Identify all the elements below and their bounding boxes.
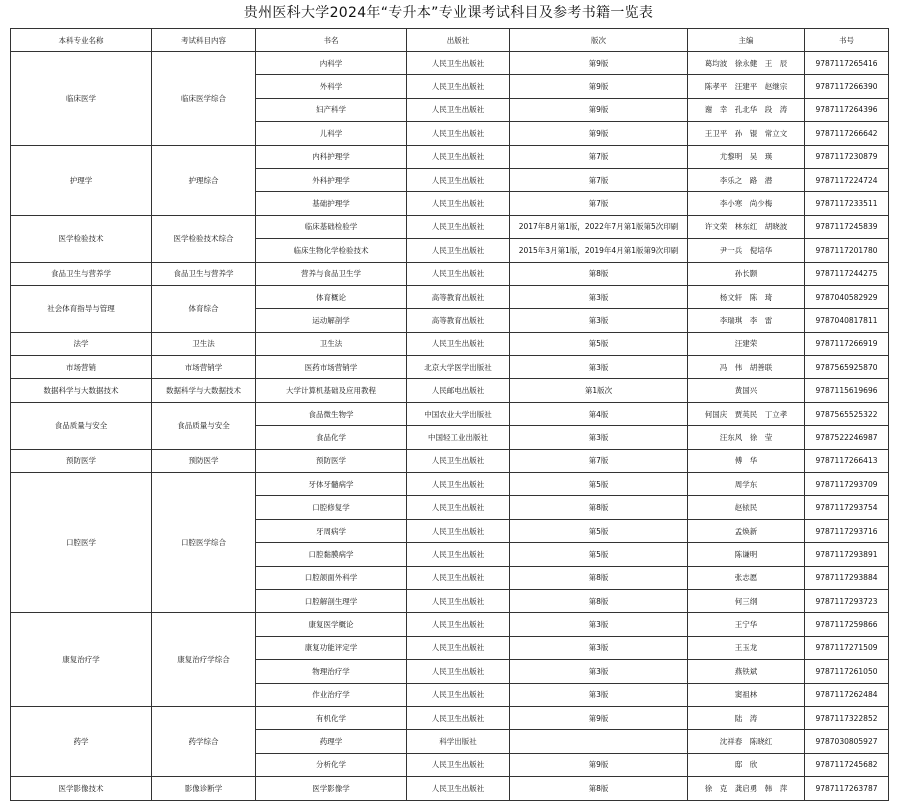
editor-cell: 王玉龙 xyxy=(688,636,805,659)
isbn-cell: 9787117201780 xyxy=(805,239,889,262)
book-name-cell: 药理学 xyxy=(256,730,407,753)
editor-cell: 杨文轩 陈 琦 xyxy=(688,285,805,308)
major-cell: 数据科学与大数据技术 xyxy=(11,379,152,402)
edition-cell: 第3版 xyxy=(510,285,688,308)
publisher-cell: 人民卫生出版社 xyxy=(407,75,510,98)
header-subject: 考试科目内容 xyxy=(152,29,256,52)
editor-cell: 燕铁斌 xyxy=(688,660,805,683)
publisher-cell: 人民卫生出版社 xyxy=(407,449,510,472)
edition-cell: 第3版 xyxy=(510,683,688,706)
isbn-cell: 9787117264396 xyxy=(805,98,889,121)
edition-cell: 第3版 xyxy=(510,426,688,449)
isbn-cell: 9787522246987 xyxy=(805,426,889,449)
book-name-cell: 牙周病学 xyxy=(256,519,407,542)
edition-cell: 第3版 xyxy=(510,309,688,332)
editor-cell: 汪东风 徐 莹 xyxy=(688,426,805,449)
publisher-cell: 人民卫生出版社 xyxy=(407,168,510,191)
editor-cell: 张志愿 xyxy=(688,566,805,589)
major-cell: 临床医学 xyxy=(11,52,152,146)
isbn-cell: 9787117245682 xyxy=(805,753,889,776)
book-name-cell: 牙体牙髓病学 xyxy=(256,473,407,496)
table-row xyxy=(11,215,889,238)
publisher-cell: 人民卫生出版社 xyxy=(407,519,510,542)
book-name-cell: 食品化学 xyxy=(256,426,407,449)
editor-cell: 王宁华 xyxy=(688,613,805,636)
publisher-cell: 人民卫生出版社 xyxy=(407,589,510,612)
subject-cell: 临床医学综合 xyxy=(152,52,256,146)
book-name-cell: 卫生法 xyxy=(256,332,407,355)
book-name-cell: 儿科学 xyxy=(256,122,407,145)
isbn-cell: 9787117293884 xyxy=(805,566,889,589)
edition-cell: 第7版 xyxy=(510,449,688,472)
major-cell: 食品卫生与营养学 xyxy=(11,262,152,285)
edition-cell: 第7版 xyxy=(510,145,688,168)
isbn-cell: 9787117233511 xyxy=(805,192,889,215)
subject-cell: 食品卫生与营养学 xyxy=(152,262,256,285)
publisher-cell: 人民卫生出版社 xyxy=(407,98,510,121)
subject-cell: 药学综合 xyxy=(152,706,256,776)
editor-cell: 谢 幸 孔北华 段 涛 xyxy=(688,98,805,121)
editor-cell: 窦祖林 xyxy=(688,683,805,706)
publisher-cell: 人民卫生出版社 xyxy=(407,239,510,262)
edition-cell: 第7版 xyxy=(510,192,688,215)
subject-cell: 数据科学与大数据技术 xyxy=(152,379,256,402)
book-name-cell: 基础护理学 xyxy=(256,192,407,215)
header-editor: 主编 xyxy=(688,29,805,52)
edition-cell: 第9版 xyxy=(510,706,688,729)
isbn-cell: 9787117244275 xyxy=(805,262,889,285)
isbn-cell: 9787117293754 xyxy=(805,496,889,519)
isbn-cell: 9787030805927 xyxy=(805,730,889,753)
table-row xyxy=(11,449,889,472)
subject-cell: 市场营销学 xyxy=(152,356,256,379)
book-name-cell: 口腔修复学 xyxy=(256,496,407,519)
edition-cell: 第5版 xyxy=(510,332,688,355)
isbn-cell: 9787117266642 xyxy=(805,122,889,145)
table-row xyxy=(11,332,889,355)
reference-books-table xyxy=(10,28,889,801)
subject-cell: 口腔医学综合 xyxy=(152,473,256,613)
edition-cell: 第9版 xyxy=(510,122,688,145)
publisher-cell: 人民卫生出版社 xyxy=(407,473,510,496)
book-name-cell: 内科学 xyxy=(256,52,407,75)
edition-cell: 2017年8月第1版，2022年7月第1版第5次印刷 xyxy=(510,215,688,238)
editor-cell: 冯 伟 胡善联 xyxy=(688,356,805,379)
table-row xyxy=(11,402,889,425)
book-name-cell: 预防医学 xyxy=(256,449,407,472)
editor-cell: 尹一兵 倪培华 xyxy=(688,239,805,262)
editor-cell: 傅 华 xyxy=(688,449,805,472)
isbn-cell: 9787117293709 xyxy=(805,473,889,496)
book-name-cell: 康复医学概论 xyxy=(256,613,407,636)
edition-cell xyxy=(510,730,688,753)
header-edition: 版次 xyxy=(510,29,688,52)
edition-cell: 2015年3月第1版，2019年4月第1版第9次印刷 xyxy=(510,239,688,262)
edition-cell: 第9版 xyxy=(510,753,688,776)
book-name-cell: 外科学 xyxy=(256,75,407,98)
subject-cell: 医学检验技术综合 xyxy=(152,215,256,262)
major-cell: 医学影像技术 xyxy=(11,777,152,800)
subject-cell: 体育综合 xyxy=(152,285,256,332)
isbn-cell: 9787117293723 xyxy=(805,589,889,612)
book-name-cell: 外科护理学 xyxy=(256,168,407,191)
publisher-cell: 高等教育出版社 xyxy=(407,285,510,308)
major-cell: 护理学 xyxy=(11,145,152,215)
major-cell: 社会体育指导与管理 xyxy=(11,285,152,332)
isbn-cell: 9787117262484 xyxy=(805,683,889,706)
isbn-cell: 9787565925870 xyxy=(805,356,889,379)
subject-cell: 食品质量与安全 xyxy=(152,402,256,449)
editor-cell: 沈祥春 陈晓红 xyxy=(688,730,805,753)
table-row xyxy=(11,379,889,402)
edition-cell: 第3版 xyxy=(510,636,688,659)
book-name-cell: 运动解剖学 xyxy=(256,309,407,332)
major-cell: 食品质量与安全 xyxy=(11,402,152,449)
publisher-cell: 人民卫生出版社 xyxy=(407,192,510,215)
isbn-cell: 9787117322852 xyxy=(805,706,889,729)
book-name-cell: 口腔黏膜病学 xyxy=(256,543,407,566)
isbn-cell: 9787117266413 xyxy=(805,449,889,472)
publisher-cell: 人民卫生出版社 xyxy=(407,566,510,589)
isbn-cell: 9787117224724 xyxy=(805,168,889,191)
major-cell: 预防医学 xyxy=(11,449,152,472)
table-row xyxy=(11,777,889,800)
book-name-cell: 有机化学 xyxy=(256,706,407,729)
publisher-cell: 人民卫生出版社 xyxy=(407,496,510,519)
edition-cell: 第5版 xyxy=(510,519,688,542)
edition-cell: 第9版 xyxy=(510,52,688,75)
edition-cell: 第3版 xyxy=(510,613,688,636)
editor-cell: 陈孝平 汪建平 赵继宗 xyxy=(688,75,805,98)
publisher-cell: 人民卫生出版社 xyxy=(407,543,510,566)
publisher-cell: 人民卫生出版社 xyxy=(407,706,510,729)
book-name-cell: 大学计算机基础及应用教程 xyxy=(256,379,407,402)
major-cell: 医学检验技术 xyxy=(11,215,152,262)
isbn-cell: 9787117230879 xyxy=(805,145,889,168)
editor-cell: 陈谦明 xyxy=(688,543,805,566)
publisher-cell: 人民卫生出版社 xyxy=(407,52,510,75)
publisher-cell: 人民卫生出版社 xyxy=(407,262,510,285)
publisher-cell: 人民卫生出版社 xyxy=(407,777,510,800)
publisher-cell: 科学出版社 xyxy=(407,730,510,753)
major-cell: 口腔医学 xyxy=(11,473,152,613)
editor-cell: 周学东 xyxy=(688,473,805,496)
editor-cell: 王卫平 孙 锟 常立文 xyxy=(688,122,805,145)
book-name-cell: 口腔解剖生理学 xyxy=(256,589,407,612)
editor-cell: 汪建荣 xyxy=(688,332,805,355)
editor-cell: 李乐之 路 潜 xyxy=(688,168,805,191)
publisher-cell: 人民卫生出版社 xyxy=(407,660,510,683)
subject-cell: 预防医学 xyxy=(152,449,256,472)
book-name-cell: 食品微生物学 xyxy=(256,402,407,425)
isbn-cell: 9787117261050 xyxy=(805,660,889,683)
editor-cell: 黄国兴 xyxy=(688,379,805,402)
subject-cell: 康复治疗学综合 xyxy=(152,613,256,707)
editor-cell: 许文荣 林东红 胡晓波 xyxy=(688,215,805,238)
edition-cell: 第8版 xyxy=(510,262,688,285)
publisher-cell: 中国轻工业出版社 xyxy=(407,426,510,449)
publisher-cell: 人民卫生出版社 xyxy=(407,636,510,659)
isbn-cell: 9787115619696 xyxy=(805,379,889,402)
table-row xyxy=(11,613,889,636)
major-cell: 康复治疗学 xyxy=(11,613,152,707)
table-header-row xyxy=(11,29,889,52)
header-major: 本科专业名称 xyxy=(11,29,152,52)
isbn-cell: 9787117245839 xyxy=(805,215,889,238)
publisher-cell: 人民邮电出版社 xyxy=(407,379,510,402)
edition-cell: 第4版 xyxy=(510,402,688,425)
book-name-cell: 作业治疗学 xyxy=(256,683,407,706)
book-name-cell: 分析化学 xyxy=(256,753,407,776)
publisher-cell: 人民卫生出版社 xyxy=(407,683,510,706)
table-row xyxy=(11,706,889,729)
publisher-cell: 人民卫生出版社 xyxy=(407,215,510,238)
edition-cell: 第8版 xyxy=(510,566,688,589)
edition-cell: 第5版 xyxy=(510,543,688,566)
book-name-cell: 妇产科学 xyxy=(256,98,407,121)
table-row xyxy=(11,356,889,379)
editor-cell: 李瑞琪 李 雷 xyxy=(688,309,805,332)
editor-cell: 赵铱民 xyxy=(688,496,805,519)
editor-cell: 葛均波 徐永健 王 辰 xyxy=(688,52,805,75)
major-cell: 法学 xyxy=(11,332,152,355)
edition-cell: 第3版 xyxy=(510,356,688,379)
edition-cell: 第1版次 xyxy=(510,379,688,402)
isbn-cell: 9787117293716 xyxy=(805,519,889,542)
book-name-cell: 康复功能评定学 xyxy=(256,636,407,659)
table-row xyxy=(11,52,889,75)
isbn-cell: 9787117271509 xyxy=(805,636,889,659)
page-title: 贵州医科大学2024年“专升本”专业课考试科目及参考书籍一览表 xyxy=(243,5,654,21)
isbn-cell: 9787040817811 xyxy=(805,309,889,332)
editor-cell: 徐 克 龚启勇 韩 萍 xyxy=(688,777,805,800)
subject-cell: 影像诊断学 xyxy=(152,777,256,800)
publisher-cell: 高等教育出版社 xyxy=(407,309,510,332)
subject-cell: 护理综合 xyxy=(152,145,256,215)
book-name-cell: 内科护理学 xyxy=(256,145,407,168)
publisher-cell: 人民卫生出版社 xyxy=(407,332,510,355)
publisher-cell: 人民卫生出版社 xyxy=(407,122,510,145)
isbn-cell: 9787565525322 xyxy=(805,402,889,425)
edition-cell: 第3版 xyxy=(510,660,688,683)
edition-cell: 第8版 xyxy=(510,496,688,519)
table-row xyxy=(11,285,889,308)
edition-cell: 第9版 xyxy=(510,75,688,98)
publisher-cell: 人民卫生出版社 xyxy=(407,145,510,168)
isbn-cell: 9787117266919 xyxy=(805,332,889,355)
major-cell: 市场营销 xyxy=(11,356,152,379)
table-row xyxy=(11,145,889,168)
book-name-cell: 临床生物化学检验技术 xyxy=(256,239,407,262)
edition-cell: 第7版 xyxy=(510,168,688,191)
isbn-cell: 9787117265416 xyxy=(805,52,889,75)
book-name-cell: 营养与食品卫生学 xyxy=(256,262,407,285)
isbn-cell: 9787117266390 xyxy=(805,75,889,98)
editor-cell: 何国庆 贾英民 丁立孝 xyxy=(688,402,805,425)
book-name-cell: 医学影像学 xyxy=(256,777,407,800)
header-publisher: 出版社 xyxy=(407,29,510,52)
table-body xyxy=(11,52,889,801)
publisher-cell: 北京大学医学出版社 xyxy=(407,356,510,379)
edition-cell: 第5版 xyxy=(510,473,688,496)
publisher-cell: 人民卫生出版社 xyxy=(407,613,510,636)
subject-cell: 卫生法 xyxy=(152,332,256,355)
table-row xyxy=(11,262,889,285)
edition-cell: 第9版 xyxy=(510,98,688,121)
editor-cell: 邸 欣 xyxy=(688,753,805,776)
editor-cell: 何三纲 xyxy=(688,589,805,612)
header-book-name: 书名 xyxy=(256,29,407,52)
book-name-cell: 口腔颌面外科学 xyxy=(256,566,407,589)
editor-cell: 尤黎明 吴 瑛 xyxy=(688,145,805,168)
publisher-cell: 中国农业大学出版社 xyxy=(407,402,510,425)
header-isbn: 书号 xyxy=(805,29,889,52)
isbn-cell: 9787117293891 xyxy=(805,543,889,566)
book-name-cell: 医药市场营销学 xyxy=(256,356,407,379)
isbn-cell: 9787117263787 xyxy=(805,777,889,800)
book-name-cell: 体育概论 xyxy=(256,285,407,308)
book-name-cell: 临床基础检验学 xyxy=(256,215,407,238)
isbn-cell: 9787040582929 xyxy=(805,285,889,308)
editor-cell: 孟焕新 xyxy=(688,519,805,542)
isbn-cell: 9787117259866 xyxy=(805,613,889,636)
table-row xyxy=(11,473,889,496)
edition-cell: 第8版 xyxy=(510,589,688,612)
editor-cell: 孙长颢 xyxy=(688,262,805,285)
major-cell: 药学 xyxy=(11,706,152,776)
book-name-cell: 物理治疗学 xyxy=(256,660,407,683)
editor-cell: 陆 涛 xyxy=(688,706,805,729)
edition-cell: 第8版 xyxy=(510,777,688,800)
editor-cell: 李小寒 尚少梅 xyxy=(688,192,805,215)
publisher-cell: 人民卫生出版社 xyxy=(407,753,510,776)
